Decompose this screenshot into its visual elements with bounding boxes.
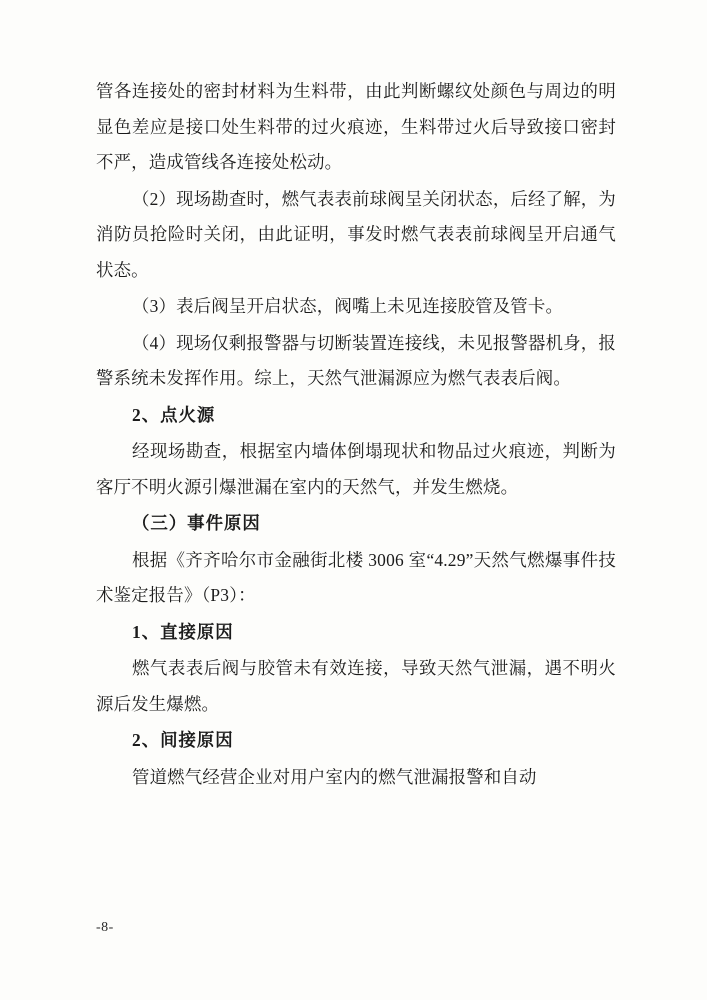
page-content [96, 74, 616, 796]
section-heading: 2、点火源 [132, 404, 216, 425]
section-heading: （三）事件原因 [132, 513, 261, 533]
page-number: -8- [96, 920, 114, 935]
paragraph: 燃气表表后阀与胶管未有效连接，导致天然气泄漏，遇不明火源后发生爆燃。 [96, 658, 616, 714]
paragraph: 管各连接处的密封材料为生料带，由此判断螺纹处颜色与周边的明显色差应是接口处生料带的过火痕迹，生料带过火后导致接口密封不严，造成管线各连接处松动。 [96, 81, 616, 172]
paragraph: 经现场勘查，根据室内墙体倒塌现状和物品过火痕迹，判断为客厅不明火源引爆泄漏在室内的天然气，并发生燃烧。 [96, 441, 616, 497]
paragraph: （2）现场勘查时，燃气表表前球阀呈关闭状态，后经了解，为消防员抢险时关闭，由此证明，事发时燃气表表前球阀呈开启通气状态。 [96, 188, 616, 280]
paragraph: （3）表后阀呈开启状态，阀嘴上未见连接胶管及管卡。 [132, 296, 564, 316]
paragraph: 根据《齐齐哈尔市金融街北楼 3006 室“4.29”天然气燃爆事件技术鉴定报告》（P3）： [96, 549, 616, 605]
paragraph: （4）现场仅剩报警器与切断装置连接线，未见报警器机身，报警系统未发挥作用。综上，天然气泄漏源应为燃气表表后阀。 [96, 332, 616, 388]
section-heading: 1、直接原因 [132, 621, 234, 642]
paragraph: 管道燃气经营企业对用户室内的燃气泄漏报警和自动 [132, 766, 537, 787]
section-heading: 2、间接原因 [132, 730, 234, 750]
